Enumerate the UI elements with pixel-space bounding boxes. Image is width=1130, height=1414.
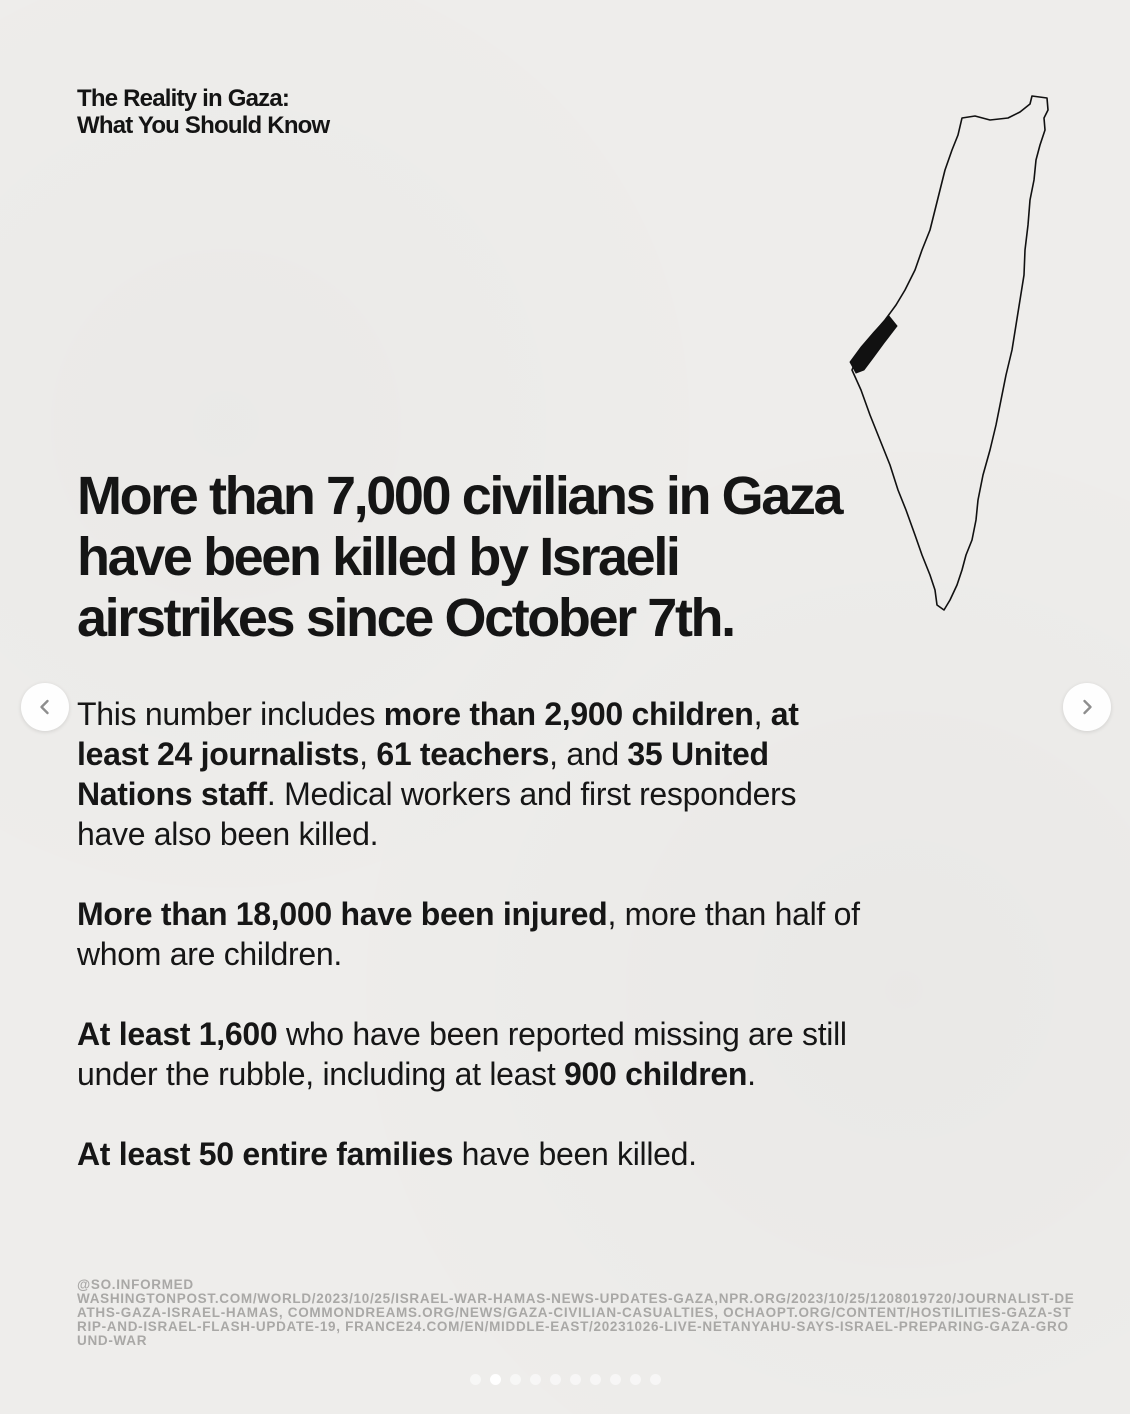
paragraph-injured	[77, 894, 867, 974]
carousel-dot[interactable]	[470, 1374, 481, 1385]
paragraph-families	[77, 1134, 867, 1174]
previous-slide-button[interactable]	[21, 683, 69, 731]
text-run: This number includes	[77, 696, 384, 732]
text-run: , and	[549, 736, 628, 772]
carousel-indicator	[0, 1374, 1130, 1385]
account-handle: @SO.INFORMED	[77, 1277, 194, 1292]
carousel-dot[interactable]	[510, 1374, 521, 1385]
carousel-dot[interactable]	[570, 1374, 581, 1385]
text-run: , more than half of whom are children.	[77, 896, 860, 972]
text-run-bold: more than 2,900 children	[383, 696, 754, 732]
carousel-dot[interactable]	[650, 1374, 661, 1385]
text-run-bold: At least 50 entire families	[77, 1136, 454, 1172]
paragraph-missing	[77, 1014, 867, 1094]
text-run-bold: 35 United Nations staff	[77, 736, 769, 812]
title-line-1: The Reality in Gaza:	[77, 85, 290, 112]
title-line-2: What You Should Know	[77, 112, 330, 139]
gaza-strip-shape	[850, 316, 897, 373]
text-run-bold: At least 1,600	[77, 1016, 278, 1052]
carousel-dot-active[interactable]	[490, 1374, 501, 1385]
text-run: . Medical workers and first responders have also been killed.	[77, 776, 797, 852]
page-title	[77, 85, 329, 139]
text-run: who have been reported missing are still under the rubble, including at least	[77, 1016, 847, 1092]
carousel-dot[interactable]	[550, 1374, 561, 1385]
source-list: WASHINGTONPOST.COM/WORLD/2023/10/25/ISRAEL-WAR-HAMAS-NEWS-UPDATES-GAZA,NPR.ORG/2023/10/25/1208019720/JOURNALIST-DEATHS-GAZA-ISRAEL-HAMAS, COMMONDREAMS.ORG/NEWS/GAZA-CIVILIAN-CASUALTIES, OCHAOPT.ORG/CONTENT/HOSTILITIES-GAZA-STRIP-AND-ISRAEL-FLASH-UPDATE-19, FRANCE24.COM/EN/MIDDLE-EAST/20231026-LIVE-NETANYAHU-SAYS-ISRAEL-PREPARING-GAZA-GROUND-WAR	[77, 1291, 1075, 1348]
map-outline	[852, 96, 1048, 610]
carousel-dot[interactable]	[610, 1374, 621, 1385]
text-run-bold: 61 teachers	[376, 736, 550, 772]
text-run-bold: 900 children	[564, 1056, 748, 1092]
chevron-right-icon	[1078, 698, 1096, 716]
text-run: ,	[753, 696, 771, 732]
footer-sources	[77, 1278, 1077, 1348]
chevron-left-icon	[36, 698, 54, 716]
body-text	[77, 694, 867, 1214]
text-run: ,	[359, 736, 377, 772]
carousel-dot[interactable]	[530, 1374, 541, 1385]
text-run: .	[747, 1056, 756, 1092]
text-run: have been killed.	[453, 1136, 697, 1172]
text-run-bold: at least 24 journalists	[77, 696, 799, 772]
next-slide-button[interactable]	[1063, 683, 1111, 731]
text-run-bold: More than 18,000 have been injured	[77, 896, 608, 932]
headline: More than 7,000 civilians in Gaza have been killed by Israeli airstrikes since October 7th.	[77, 466, 842, 648]
paragraph-casualties	[77, 694, 867, 854]
carousel-dot[interactable]	[630, 1374, 641, 1385]
carousel-dot[interactable]	[590, 1374, 601, 1385]
